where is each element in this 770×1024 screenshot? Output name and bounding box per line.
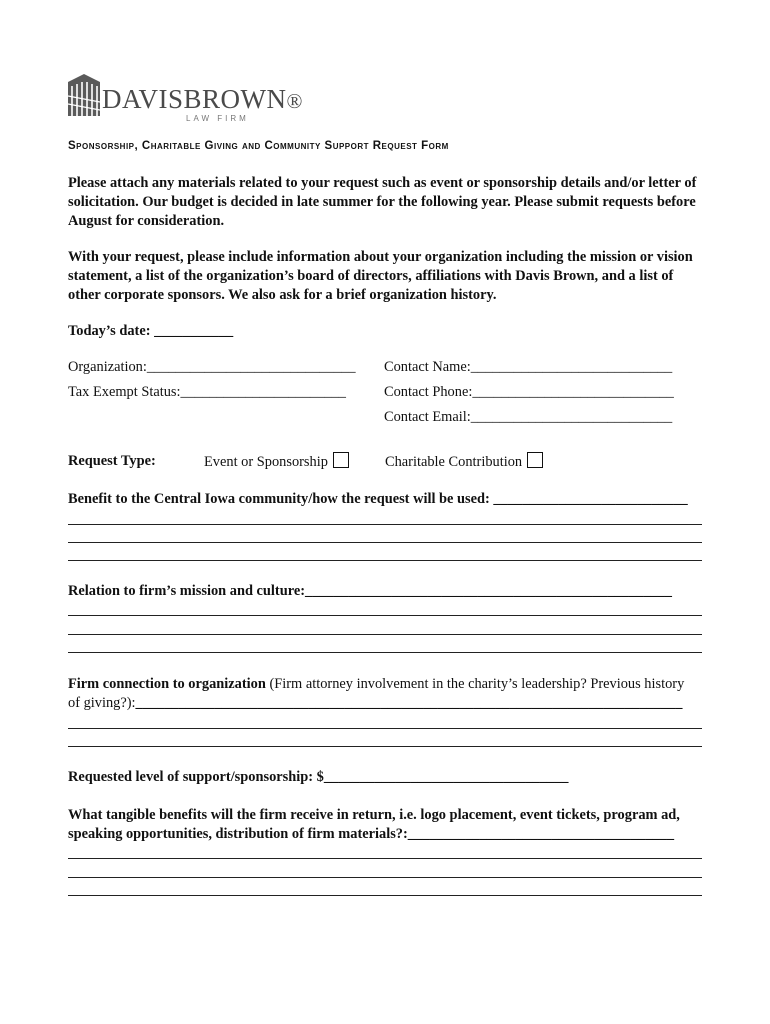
request-type-label: Request Type: [68,453,156,469]
tax-exempt-status-field[interactable]: Tax Exempt Status:_______________________ [68,384,346,400]
tangible-benefits-answer-line[interactable] [68,858,702,859]
event-sponsorship-option[interactable] [204,452,349,471]
contact-phone-field[interactable]: Contact Phone:____________________________ [384,384,674,400]
charitable-contribution-label: Charitable Contribution [385,454,523,470]
relation-answer-line[interactable] [68,634,702,635]
firm-connection-hint-cont: of giving?): [68,695,136,711]
support-level-field[interactable]: Requested level of support/sponsorship: $__________________________________ [68,769,569,785]
tangible-benefits-question: What tangible benefits will the firm receive in return, i.e. logo placement, event tickets, program ad, [68,807,680,823]
firm-connection-hint: (Firm attorney involvement in the charity’s leadership? Previous history [265,676,685,692]
davis-brown-logo [68,74,303,123]
contact-name-field[interactable]: Contact Name:____________________________ [384,359,673,375]
benefit-answer-line[interactable] [68,524,702,525]
building-logo-icon [68,74,100,116]
benefit-answer-line[interactable] [68,560,702,561]
firm-connection-blank[interactable]: ____________________________________________________________________________ [135,695,683,711]
form-title: Sponsorship, Charitable Giving and Community Support Request Form [68,140,449,152]
charitable-contribution-option[interactable] [385,452,543,471]
intro-paragraph-1: Please attach any materials related to your request such as event or sponsorship details and/or letter of solicitation. Our budget is decided in late summer for the following year. Please submit requests before August for consideration. [68,175,697,229]
relation-answer-line[interactable] [68,615,702,616]
intro-paragraph-2: With your request, please include information about your organization including the mission or vision statement, a list of the organization’s board of directors, affiliations with Davis Brown, and a list of other corporate sponsors. We also ask for a brief organization history. [68,249,693,303]
logo-subtitle: LAW FIRM [186,114,249,123]
charitable-contribution-checkbox[interactable] [527,452,543,468]
benefit-question[interactable]: Benefit to the Central Iowa community/how the request will be used: ___________________________ [68,491,688,507]
contact-email-field[interactable]: Contact Email:____________________________ [384,409,673,425]
event-sponsorship-label: Event or Sponsorship [204,454,328,470]
benefit-answer-line[interactable] [68,542,702,543]
firm-connection-label: Firm connection to organization [68,676,266,692]
firm-connection-answer[interactable] [68,694,682,712]
tangible-benefits-answer[interactable]: speaking opportunities, distribution of firm materials?:_____________________________________ [68,826,675,842]
relation-question[interactable]: Relation to firm’s mission and culture:___________________________________________________ [68,583,672,599]
relation-answer-line[interactable] [68,652,702,653]
firm-connection-question [68,675,684,693]
organization-field[interactable]: Organization:_____________________________ [68,359,356,375]
tangible-benefits-answer-line[interactable] [68,877,702,878]
firm-connection-answer-line[interactable] [68,728,702,729]
event-sponsorship-checkbox[interactable] [333,452,349,468]
tangible-benefits-answer-line[interactable] [68,895,702,896]
logo-wordmark: DAVISBROWN® [102,84,303,114]
firm-connection-answer-line[interactable] [68,746,702,747]
todays-date-field[interactable]: Today’s date: ___________ [68,323,234,339]
